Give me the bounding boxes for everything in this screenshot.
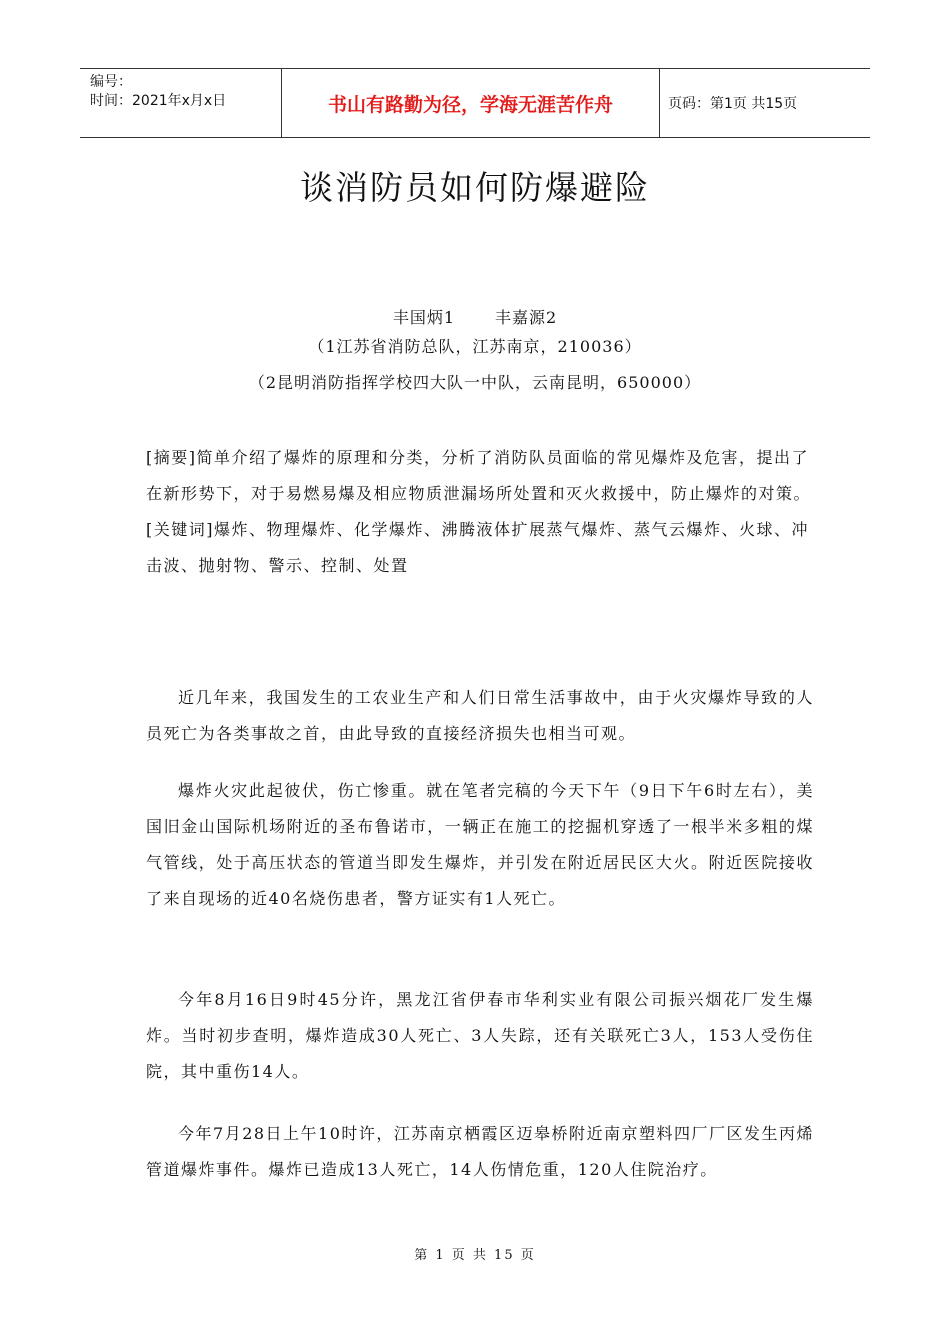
body-paragraph: 今年8月16日9时45分许，黑龙江省伊春市华利实业有限公司振兴烟花厂发生爆炸。当时初步查明，爆炸造成30人死亡、3人失踪，还有关联死亡3人，153人受伤住院，其中重伤14人。: [146, 990, 814, 1081]
header-motto: 书山有路勤为径，学海无涯苦作舟: [282, 69, 660, 137]
abstract-block: [146, 440, 816, 584]
body-paragraph: 爆炸火灾此起彼伏，伤亡惨重。就在笔者完稿的今天下午（9日下午6时左右），美国旧金山国际机场附近的圣布鲁诺市，一辆正在施工的挖掘机穿透了一根半米多粗的煤气管线，处于高压状态的管道当即发生爆炸，并引发在附近居民区大火。附近医院接收了来自现场的近40名烧伤患者，警方证实有1人死亡。: [146, 781, 814, 908]
document-time-label: 时间：2021年x月x日: [90, 93, 227, 109]
header-page-info: 页码：第1页 共15页: [668, 96, 798, 112]
header-meta: [80, 69, 282, 137]
page-footer: 第 1 页 共 15 页: [414, 1248, 536, 1263]
body-paragraph: 今年7月28日上午10时许，江苏南京栖霞区迈皋桥附近南京塑料四厂厂区发生丙烯管道爆炸事件。爆炸已造成13人死亡，14人伤情危重，120人住院治疗。: [146, 1124, 814, 1179]
affiliation-1: （1江苏省消防总队，江苏南京，210036）: [308, 337, 642, 356]
document-header: [80, 68, 870, 138]
affiliation-2: （2昆明消防指挥学校四大队一中队，云南昆明，650000）: [248, 373, 702, 392]
keywords-text: [关键词]爆炸、物理爆炸、化学爆炸、沸腾液体扩展蒸气爆炸、蒸气云爆炸、火球、冲击波、抛射物、警示、控制、处置: [146, 520, 809, 575]
document-number-label: 编号：: [90, 74, 132, 90]
author-line: [0, 300, 950, 335]
abstract-text: [摘要]简单介绍了爆炸的原理和分类，分析了消防队员面临的常见爆炸及危害，提出了在新形势下，对于易燃易爆及相应物质泄漏场所处置和灭火救援中，防止爆炸的对策。: [146, 448, 812, 503]
author-2: 丰嘉源2: [495, 308, 558, 327]
body-paragraph: 近几年来，我国发生的工农业生产和人们日常生活事故中，由于火灾爆炸导致的人员死亡为各类事故之首，由此导致的直接经济损失也相当可观。: [146, 688, 814, 743]
document-title: 谈消防员如何防爆避险: [300, 168, 650, 207]
author-1: 丰国炳1: [392, 308, 455, 327]
